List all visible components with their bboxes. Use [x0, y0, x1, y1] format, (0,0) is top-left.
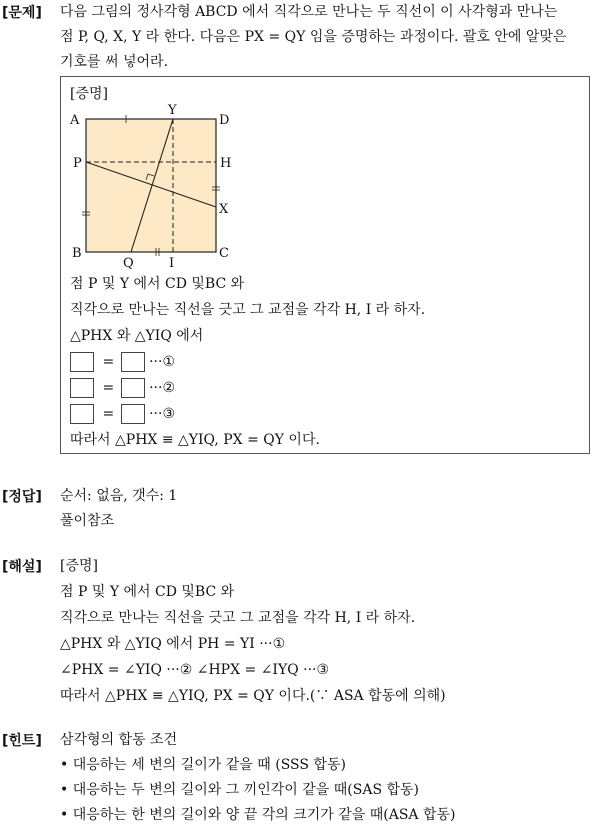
hint-item-1-text: 대응하는 세 변의 길이가 같을 때 (SSS 합동): [72, 757, 346, 773]
explanation-line-1: [증명]: [60, 558, 98, 574]
label-q: Q: [123, 256, 134, 271]
answer-line-2: 풀이참조: [60, 513, 115, 529]
explanation-line-5: ∠PHX = ∠YIQ ···② ∠HPX = ∠IYQ ···③: [60, 662, 330, 678]
row-1-marker: ···①: [149, 354, 175, 370]
proof-row-1: = ···①: [70, 352, 175, 372]
explanation-line-3: 직각으로 만나는 직선을 긋고 그 교점을 각각 H, I 라 하자.: [60, 610, 416, 626]
hint-item-3-text: 대응하는 한 변의 길이와 양 끝 각의 크기가 같을 때(ASA 합동): [72, 807, 456, 823]
label-i: I: [169, 256, 175, 271]
hint-item-2: [60, 780, 419, 800]
explanation-line-6: 따라서 △PHX ≡ △YIQ, PX = QY 이다.(∵ ASA 합동에 의해): [60, 688, 446, 704]
label-p: P: [73, 156, 82, 171]
proof-row-3: = ···③: [70, 404, 175, 424]
blank-1a[interactable]: [70, 352, 94, 372]
label-c: C: [219, 246, 229, 261]
bullet-icon: •: [60, 807, 69, 823]
hint-item-1: [60, 755, 346, 775]
answer-line-1: 순서: 없음, 갯수: 1: [60, 488, 178, 504]
answer-tag: [정답]: [2, 489, 42, 505]
explanation-line-4: △PHX 와 △YIQ 에서 PH = YI ···①: [60, 636, 286, 652]
explanation-tag: [해설]: [2, 559, 42, 575]
label-b: B: [72, 246, 82, 261]
proof-line-3: △PHX 와 △YIQ 에서: [70, 328, 204, 344]
problem-line-2: 점 P, Q, X, Y 라 한다. 다음은 PX = QY 임을 증명하는 과정이다. 괄호 안에 알맞은: [60, 29, 567, 45]
blank-3b[interactable]: [121, 404, 145, 424]
hint-item-2-text: 대응하는 두 변의 길이와 그 끼인각이 같을 때(SAS 합동): [72, 782, 420, 798]
proof-title: [증명]: [70, 86, 108, 102]
square-abcd: [86, 119, 216, 252]
label-x: X: [219, 202, 229, 217]
proof-row-2: = ···②: [70, 378, 175, 398]
hint-title: 삼각형의 합동 조건: [60, 732, 178, 748]
explanation-line-2: 점 P 및 Y 에서 CD 및BC 와: [60, 584, 235, 600]
hint-tag: [힌트]: [2, 733, 42, 749]
bullet-icon: •: [60, 782, 69, 798]
row-2-marker: ···②: [149, 380, 175, 396]
label-y: Y: [168, 103, 177, 118]
blank-3a[interactable]: [70, 404, 94, 424]
label-d: D: [219, 113, 230, 128]
square-diagram: [60, 100, 260, 272]
proof-conclusion: 따라서 △PHX ≡ △YIQ, PX = QY 이다.: [70, 432, 320, 448]
problem-tag: [문제]: [2, 5, 42, 21]
label-h: H: [220, 156, 232, 171]
row-3-marker: ···③: [149, 406, 175, 422]
hint-item-3: [60, 805, 455, 825]
problem-line-1: 다음 그림의 정사각형 ABCD 에서 직각으로 만나는 두 직선이 이 사각형과 만나는: [60, 4, 558, 20]
blank-2a[interactable]: [70, 378, 94, 398]
label-a: A: [70, 113, 80, 128]
problem-line-3: 기호를 써 넣어라.: [60, 54, 169, 70]
proof-line-1: 점 P 및 Y 에서 CD 및BC 와: [70, 276, 245, 292]
blank-2b[interactable]: [121, 378, 145, 398]
blank-1b[interactable]: [121, 352, 145, 372]
proof-line-2: 직각으로 만나는 직선을 긋고 그 교점을 각각 H, I 라 하자.: [70, 302, 426, 318]
bullet-icon: •: [60, 757, 69, 773]
